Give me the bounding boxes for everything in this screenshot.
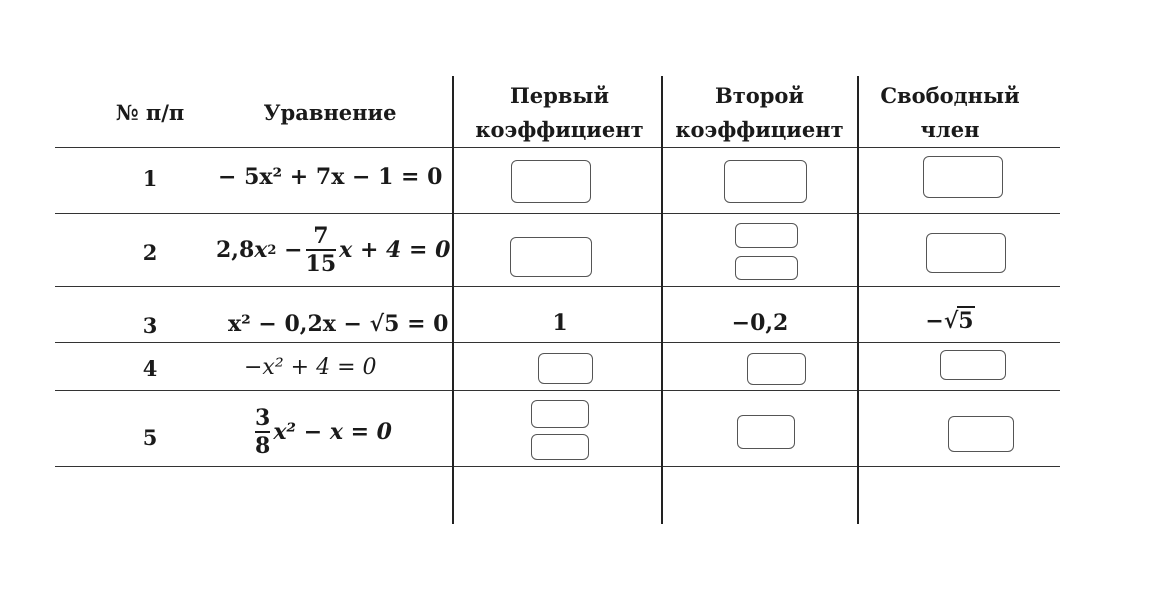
header-second-line2: коэффициент <box>675 117 844 142</box>
row-divider <box>55 342 1060 343</box>
first-coefficient-denominator-input[interactable] <box>531 434 589 460</box>
header-second-coefficient <box>662 79 857 147</box>
free-term-input[interactable] <box>948 416 1014 452</box>
equation-variable: x <box>254 237 268 263</box>
first-coefficient-input[interactable] <box>510 237 592 277</box>
row-divider <box>55 390 1060 391</box>
first-coefficient-value: 1 <box>552 310 568 336</box>
column-divider <box>857 76 859 524</box>
fraction-denominator: 15 <box>305 251 337 277</box>
row-divider <box>55 466 1060 467</box>
row-number: 5 <box>142 425 158 450</box>
equation: −x² + 4 = 0 <box>244 354 377 380</box>
equation-rest: x² − x = 0 <box>273 419 392 445</box>
header-first-coefficient <box>457 79 662 147</box>
row-divider <box>55 147 1060 148</box>
equation <box>252 400 392 464</box>
fraction-numerator: 3 <box>255 405 271 431</box>
second-coefficient-numerator-input[interactable] <box>735 223 798 248</box>
column-divider <box>661 76 663 524</box>
header-free-line1: Свободный <box>880 83 1020 108</box>
free-term-input[interactable] <box>923 156 1003 198</box>
second-coefficient-input[interactable] <box>724 160 807 203</box>
header-equation: Уравнение <box>263 100 397 125</box>
header-free-line2: член <box>920 117 980 142</box>
equation-coefficient: 2,8 <box>216 237 255 263</box>
column-divider <box>452 76 454 524</box>
second-coefficient-input[interactable] <box>737 415 795 449</box>
header-free-term <box>860 79 1040 147</box>
row-number: 4 <box>142 356 158 381</box>
equation-fraction <box>306 223 337 277</box>
fraction-denominator: 8 <box>255 433 271 459</box>
header-first-line1: Первый <box>509 83 610 108</box>
header-number: № п/п <box>115 100 185 125</box>
first-coefficient-input[interactable] <box>511 160 591 203</box>
second-coefficient-input[interactable] <box>747 353 806 385</box>
fraction-numerator: 7 <box>313 223 329 249</box>
free-term-radicand: 5 <box>958 308 974 334</box>
equation: x² − 0,2x − √5 = 0 <box>228 311 449 337</box>
row-divider <box>55 213 1060 214</box>
equation: 2,8 x 2 − $\frac{7}{15}$ x + 4 = 0 <box>216 223 451 277</box>
free-term-input[interactable] <box>926 233 1006 273</box>
equation-fraction <box>255 405 270 459</box>
first-coefficient-numerator-input[interactable] <box>531 400 589 428</box>
free-term-input[interactable] <box>940 350 1006 380</box>
second-coefficient-denominator-input[interactable] <box>735 256 798 280</box>
row-number: 2 <box>142 240 158 265</box>
header-first-line2: коэффициент <box>475 117 644 142</box>
first-coefficient-input[interactable] <box>538 353 593 384</box>
second-coefficient-value: −0,2 <box>731 310 789 336</box>
header-second-line1: Второй <box>714 83 805 108</box>
row-number: 1 <box>142 166 158 191</box>
equation-rest: x + 4 = 0 <box>339 237 451 263</box>
row-number: 3 <box>142 313 158 338</box>
row-divider <box>55 286 1060 287</box>
equation: − 5x² + 7x − 1 = 0 <box>218 164 443 190</box>
free-term-value: −√5 <box>925 308 974 334</box>
